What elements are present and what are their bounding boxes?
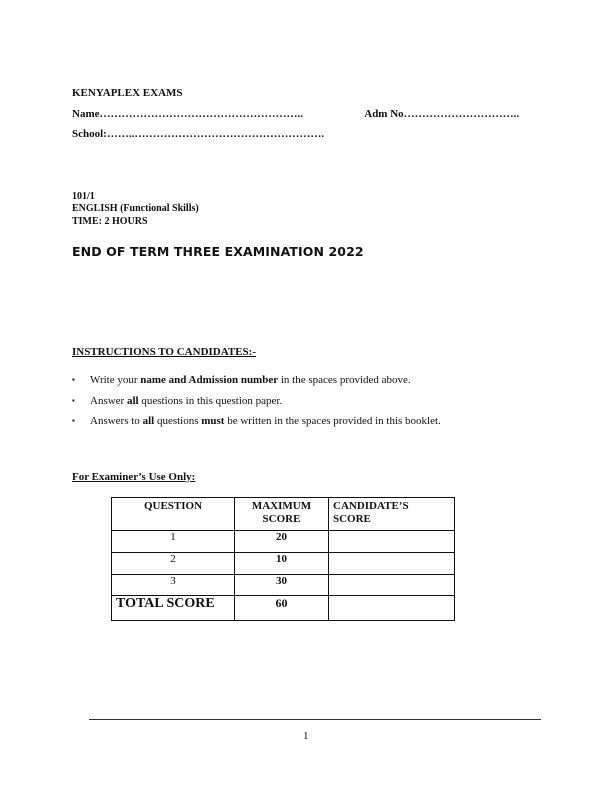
text: Write your: [90, 374, 141, 386]
text: questions in this question paper.: [138, 395, 283, 407]
footer-divider: [89, 719, 541, 720]
table-row: [112, 531, 455, 553]
text: Answer: [90, 395, 127, 407]
bold-text: name and Admission number: [140, 374, 279, 386]
text: be written in the spaces provided in this booklet.: [224, 415, 441, 427]
instruction-item: [72, 374, 411, 386]
header-max-score: [235, 498, 329, 531]
question-cell: 1: [112, 531, 235, 553]
text: Answers to: [90, 415, 143, 427]
bold-text: must: [201, 415, 225, 427]
max-score-cell: 20: [235, 531, 329, 553]
adm-label: Adm No: [364, 108, 404, 120]
page-number: 1: [303, 730, 309, 742]
school-field[interactable]: ……..…………………………………………….: [106, 128, 325, 140]
instruction-item: [72, 415, 441, 427]
bullet-icon: ▪: [72, 375, 75, 384]
total-row: [112, 596, 455, 621]
subject: ENGLISH (Functional Skills): [72, 203, 199, 214]
exam-title: END OF TERM THREE EXAMINATION 2022: [72, 244, 364, 259]
candidate-score-cell[interactable]: [329, 531, 455, 553]
text: CANDIDATE’S: [333, 500, 409, 512]
name-line: [72, 108, 533, 120]
name-label: Name: [72, 108, 100, 120]
max-score-cell: 30: [235, 575, 329, 596]
table-header-row: [112, 498, 455, 531]
bold-text: all: [126, 395, 139, 407]
text: SCORE: [262, 513, 301, 525]
table-row: [112, 553, 455, 575]
school-label: School:: [72, 128, 107, 140]
school-line: [72, 128, 347, 140]
max-score-cell: 10: [235, 553, 329, 575]
text: MAXIMUM: [251, 500, 312, 512]
examiner-heading: For Examiner’s Use Only:: [72, 471, 196, 483]
paper-code: 101/1: [72, 191, 95, 202]
total-label: TOTAL SCORE: [112, 596, 235, 621]
total-max-score: 60: [235, 596, 329, 621]
adm-field[interactable]: …………………………..: [403, 108, 520, 120]
text: questions: [154, 415, 202, 427]
question-cell: 3: [112, 575, 235, 596]
score-table: [111, 497, 455, 621]
bullet-icon: ▪: [72, 416, 75, 425]
bullet-icon: ▪: [72, 396, 75, 405]
school-name: KENYAPLEX EXAMS: [72, 87, 183, 99]
instruction-item: [72, 395, 283, 407]
header-candidate-score: [329, 498, 455, 531]
time: TIME: 2 HOURS: [72, 216, 148, 227]
name-field[interactable]: ………………………………………………..: [99, 108, 303, 120]
question-cell: 2: [112, 553, 235, 575]
table-row: [112, 575, 455, 596]
header-question: QUESTION: [112, 498, 235, 531]
candidate-score-cell[interactable]: [329, 553, 455, 575]
instructions-heading: INSTRUCTIONS TO CANDIDATES:-: [72, 346, 256, 358]
text: in the spaces provided above.: [278, 374, 411, 386]
total-candidate-score[interactable]: [329, 596, 455, 621]
text: SCORE: [333, 513, 371, 525]
bold-text: all: [142, 415, 155, 427]
candidate-score-cell[interactable]: [329, 575, 455, 596]
